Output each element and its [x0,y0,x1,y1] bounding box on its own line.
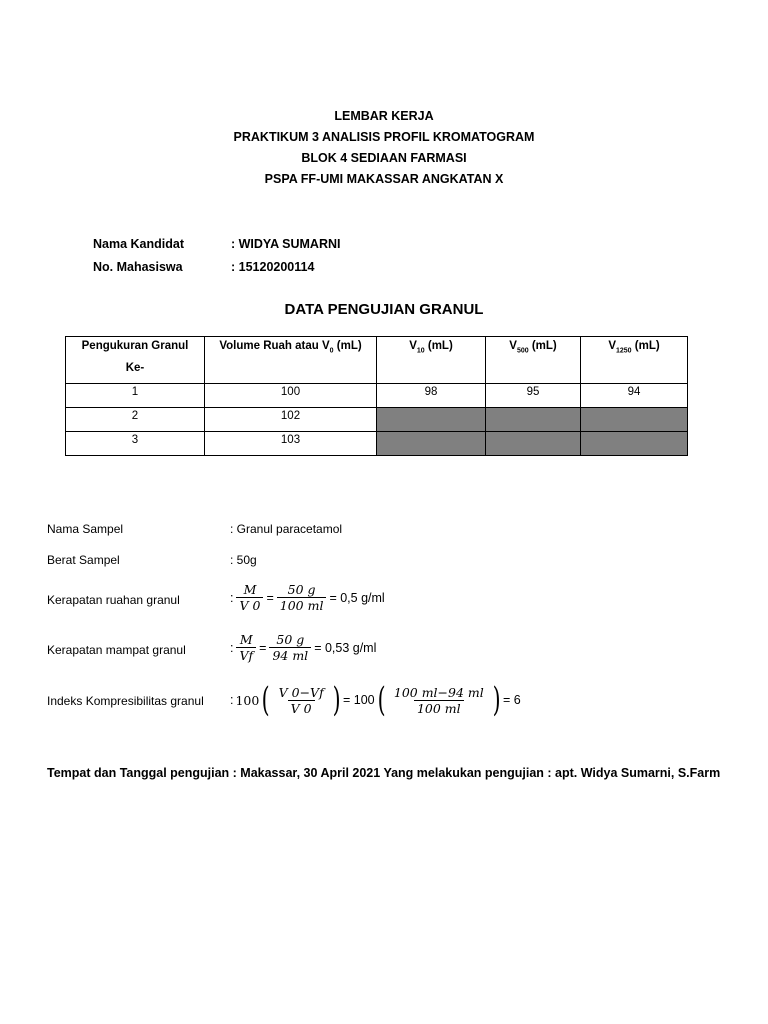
test-place-date-footer: Tempat dan Tanggal pengujian : Makassar, 30 April 2021 Yang melakukan pengujian : apt. Widya Sumarni, S.Farm [47,766,721,780]
fraction: $\frac{100 ml-94 ml}{100 ml}$ [393,684,484,716]
cell-no: 3 [66,432,205,456]
student-id-label: No. Mahasiswa [93,260,183,274]
header-v10: $V_{10}$ (mL) [377,337,486,384]
candidate-name-value: : WIDYA SUMARNI [231,237,341,251]
header-line-1: LEMBAR KERJA [334,109,434,123]
cell-v0: 103 [205,432,377,456]
cell-v0: 102 [205,408,377,432]
fraction: $\frac{M}{Vf}$ [236,632,256,663]
table-header-row [66,337,688,384]
table-row [66,408,688,432]
student-id-value: : 15120200114 [231,260,315,274]
cell-empty [377,432,486,456]
table-row [66,384,688,408]
cell-v500: 95 [486,384,581,408]
candidate-name-label: Nama Kandidat [93,237,184,251]
cell-empty [486,432,581,456]
fraction: $\frac{M}{V 0}$ [236,582,263,613]
cell-no: 1 [66,384,205,408]
table-row [66,432,688,456]
cell-v10: 98 [377,384,486,408]
sample-weight-value: : 50g [230,553,257,567]
cell-empty [581,432,688,456]
fraction: $\frac{50 g}{94 ml}$ [269,632,311,663]
cell-v0: 100 [205,384,377,408]
fraction: $\frac{V 0-Vf}{V 0}$ [278,684,324,716]
cell-no: 2 [66,408,205,432]
sample-name-label: Nama Sampel [47,522,124,536]
header-line-2: PRAKTIKUM 3 ANALISIS PROFIL KROMATOGRAM [233,130,535,144]
compressibility-index-formula: : 100 ( $\frac{V 0-Vf}{V 0}$ ) = 100 ( $\frac{100 ml-94 ml}{100 ml}$ ) = 6 [230,680,521,720]
cell-empty [486,408,581,432]
fraction: $\frac{50 g}{100 ml}$ [277,582,327,613]
header-measurement: Pengukuran Granul Ke- [66,337,205,384]
header-bulk-volume: Volume Ruah atau $V_0$ (mL) [205,337,377,384]
header-line-4: PSPA FF-UMI MAKASSAR ANGKATAN X [264,172,504,186]
tapped-density-formula: : $\frac{M}{Vf}$ = $\frac{50 g}{94 ml}$ = 0,53 g/ml [230,632,377,663]
sample-name-value: : Granul paracetamol [230,522,343,536]
tapped-density-label: Kerapatan mampat granul [47,643,186,657]
cell-empty [377,408,486,432]
document-header [0,106,768,190]
sample-weight-label: Berat Sampel [47,553,120,567]
granule-data-table [65,336,688,456]
header-v500: $V_{500}$ (mL) [486,337,581,384]
section-title: DATA PENGUJIAN GRANUL [284,301,484,318]
cell-v1250: 94 [581,384,688,408]
header-line-3: BLOK 4 SEDIAAN FARMASI [301,151,467,165]
bulk-density-formula: : $\frac{M}{V 0}$ = $\frac{50 g}{100 ml}$ = 0,5 g/ml [230,582,385,613]
header-v1250: $V_{1250}$ (mL) [581,337,688,384]
cell-empty [581,408,688,432]
bulk-density-label: Kerapatan ruahan granul [47,593,180,607]
compressibility-index-label: Indeks Kompresibilitas granul [47,694,204,708]
